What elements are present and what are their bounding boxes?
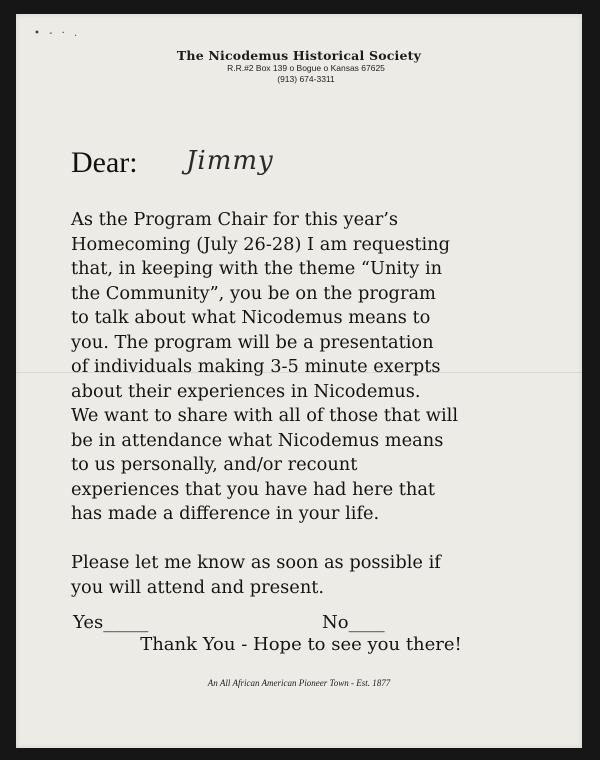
letterhead-title: The Nicodemus Historical Society — [176, 48, 422, 63]
closing-line: Thank You - Hope to see you there! — [140, 634, 462, 655]
no-option: No____ — [322, 612, 385, 633]
body-paragraph-1: As the Program Chair for this year’s Homecoming (July 26-28) I am requesting that, in keeping with the theme “Unity in the Community”, you be on the program to talk about what Nicodemus means to you. The program will be a presentation of individuals making 3-5 minute exerpts about their experiences in Nicodemus. We want to share with all of those that will be in attendance what Nicodemus means to us personally, and/or recount experiences that you have had here that has made a difference in your life. — [71, 209, 459, 524]
letterhead-phone: (913) 674-3311 — [277, 74, 335, 84]
salutation: Dear: — [71, 146, 138, 179]
body-paragraph-2: Please let me know as soon as possible if you will attend and present. — [71, 552, 441, 598]
handwritten-name: Jimmy — [186, 146, 274, 176]
letterhead-address: R.R.#2 Box 139 o Bogue o Kansas 67625 — [227, 63, 385, 73]
body-paragraphs — [71, 208, 509, 600]
paper-specks: • - · . — [34, 28, 81, 39]
letter-page — [16, 14, 582, 748]
yes-option: Yes_____ — [73, 612, 149, 633]
letterhead — [16, 48, 582, 85]
footer-tagline: An All African American Pioneer Town - Est. 1877 — [207, 678, 391, 688]
